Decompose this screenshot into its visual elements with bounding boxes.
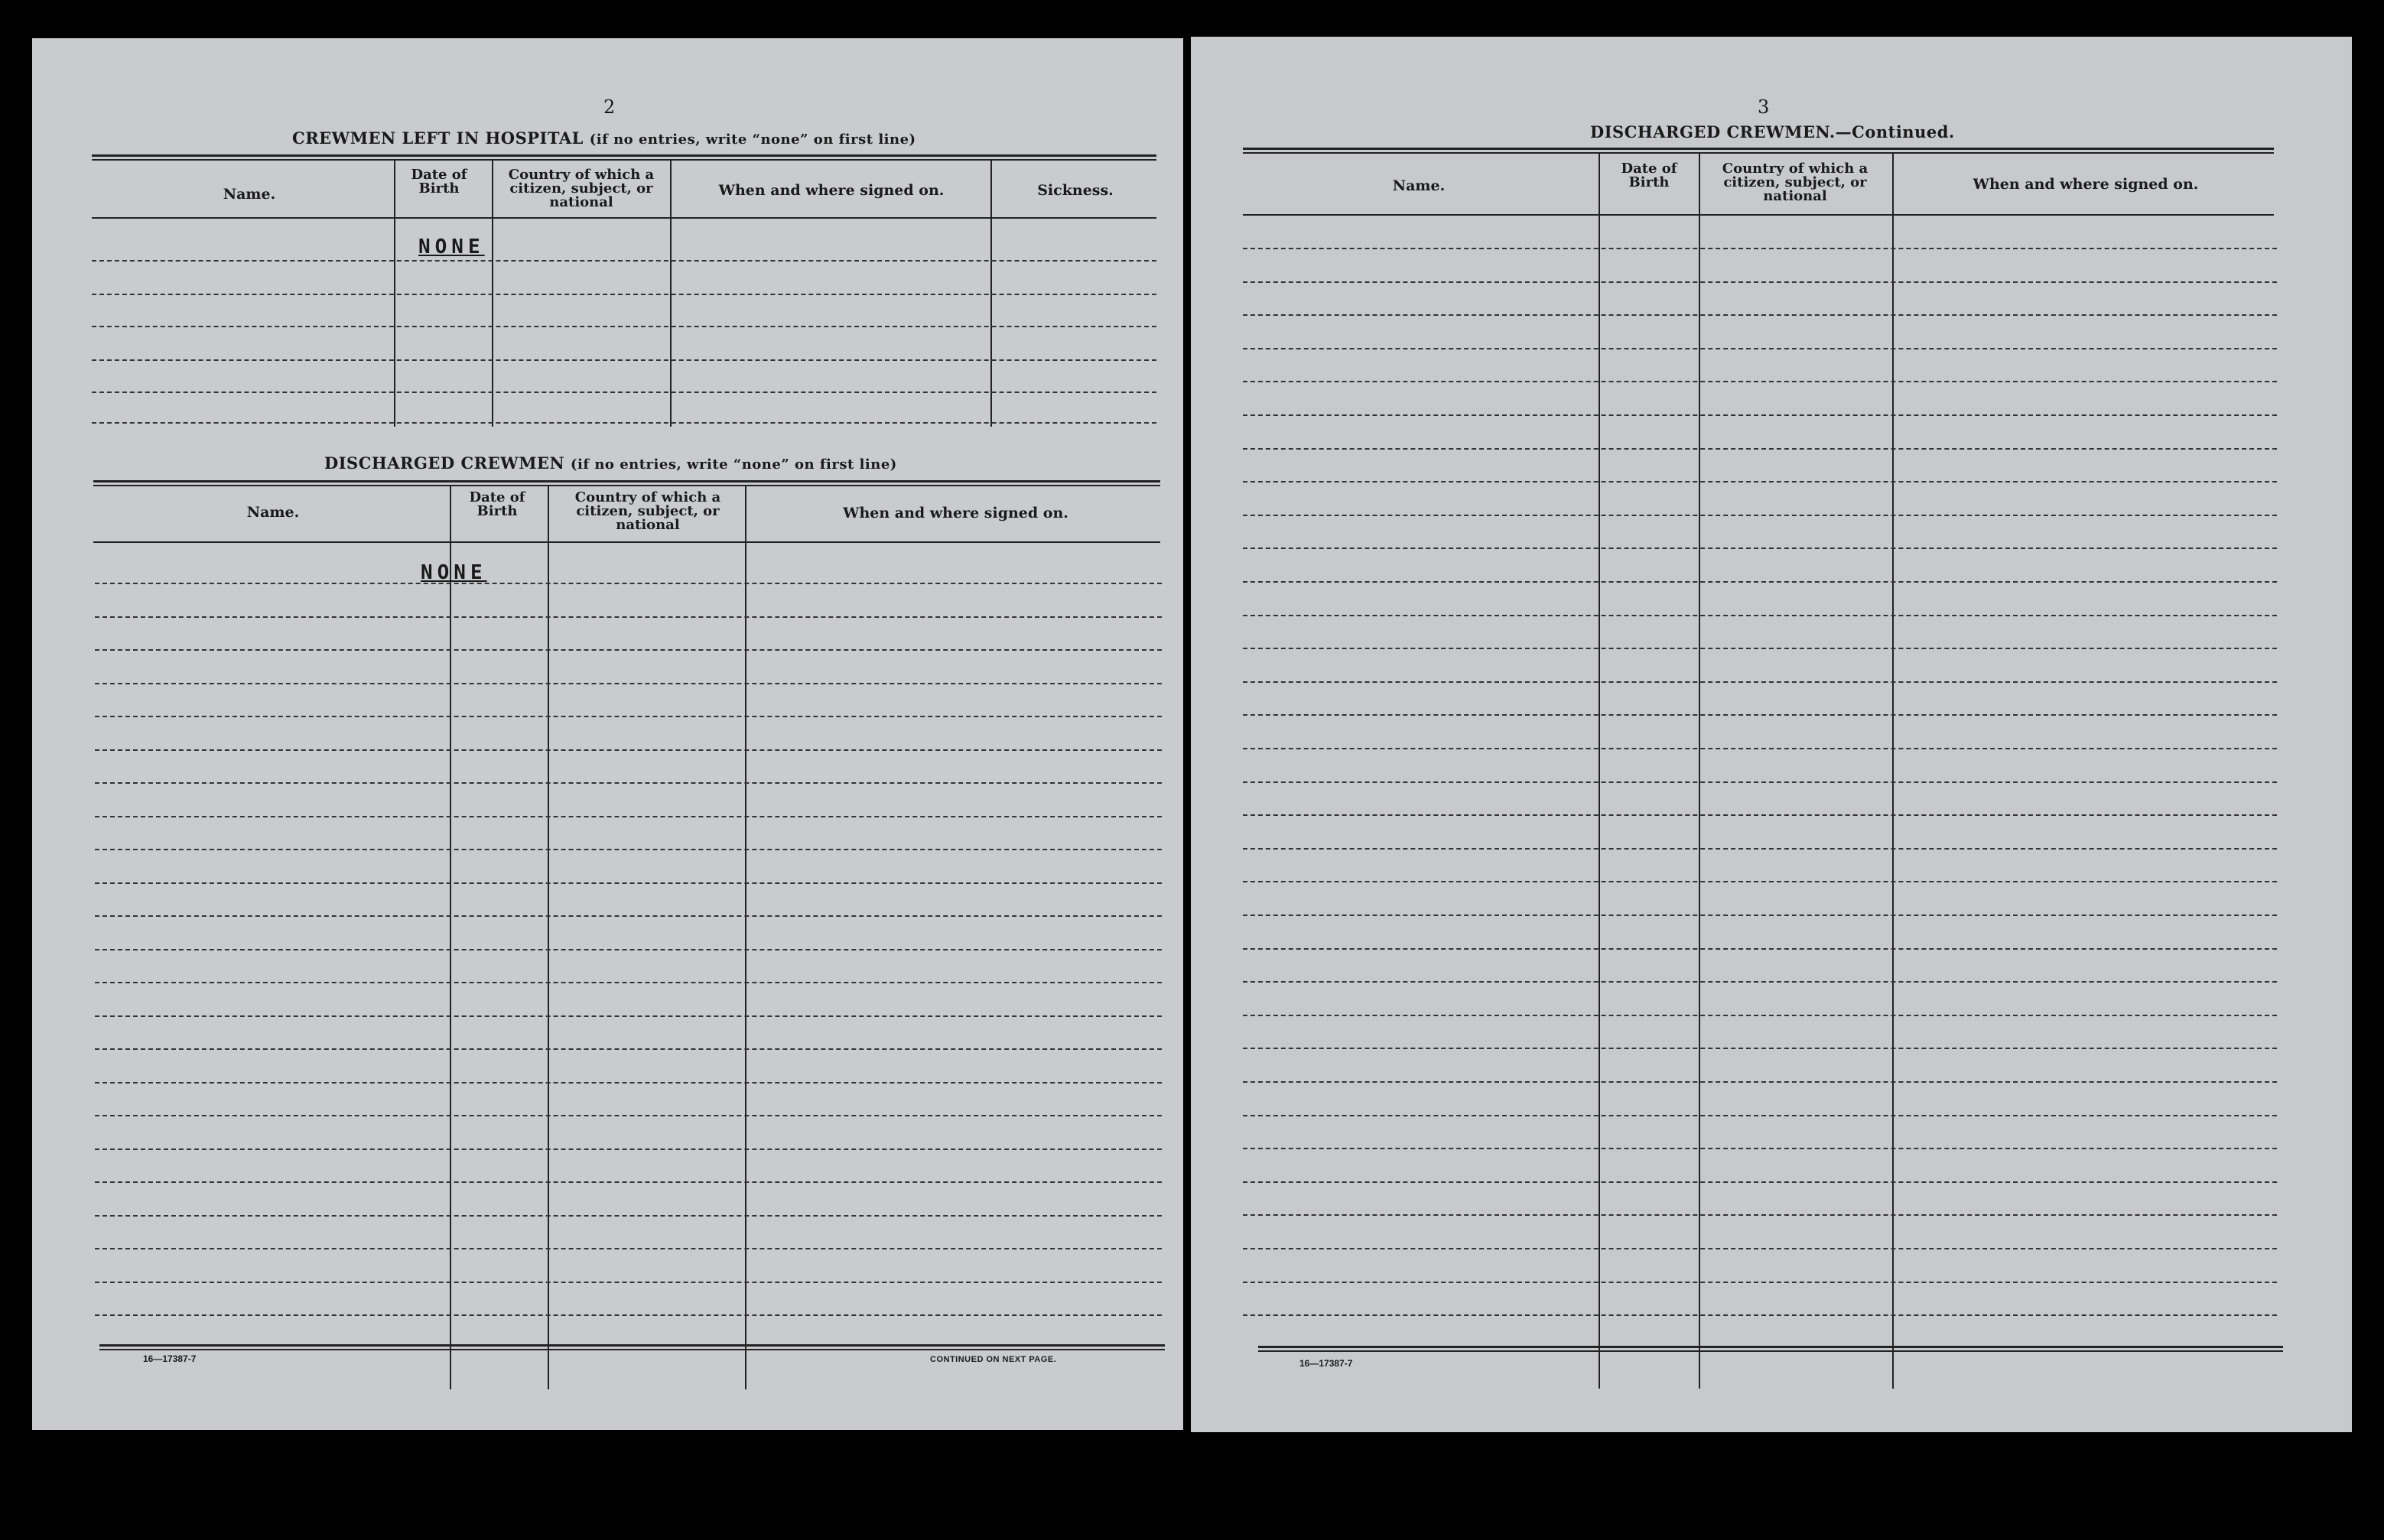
entry-line	[1243, 915, 2277, 916]
entry-line	[1243, 1148, 2277, 1149]
entry-line	[1243, 781, 2277, 783]
entry-line	[1243, 381, 2277, 382]
entry-line	[1243, 648, 2277, 649]
left-page	[32, 38, 1183, 1430]
discharged-instruction: (if no entries, write “none” on first line)	[570, 456, 897, 473]
entry-line	[1243, 981, 2277, 983]
entry-line	[95, 1314, 1162, 1316]
entry-line	[95, 949, 1162, 950]
entry-line	[92, 359, 1156, 361]
entry-line	[95, 1115, 1162, 1116]
entry-line	[92, 326, 1156, 327]
col-signed-on: When and where signed on.	[1973, 176, 2199, 193]
form-number: 16—17387-7	[1299, 1358, 1353, 1369]
col-name: Name.	[223, 186, 276, 203]
entry-line	[1243, 448, 2277, 450]
entry-line	[1243, 1181, 2277, 1183]
entry-line	[92, 391, 1156, 393]
col-country: Country of which a citizen, subject, or national	[508, 167, 655, 210]
entry-line	[95, 849, 1162, 850]
col-divider	[1599, 153, 1600, 1389]
continued-note: CONTINUED ON NEXT PAGE.	[930, 1355, 1057, 1364]
entry-line	[1243, 615, 2277, 616]
col-divider	[548, 486, 549, 1389]
top-rule	[1243, 148, 2274, 154]
none-entry-stamp: NONE	[421, 561, 487, 584]
header-rule	[1243, 214, 2274, 216]
entry-line	[95, 1015, 1162, 1017]
header-rule	[93, 541, 1160, 543]
top-rule	[93, 480, 1160, 486]
hospital-title-text: CREWMEN LEFT IN HOSPITAL	[292, 128, 584, 148]
entry-line	[95, 882, 1162, 884]
entry-line	[95, 1282, 1162, 1283]
entry-line	[95, 1082, 1162, 1084]
entry-line	[1243, 1015, 2277, 1016]
entry-line	[1243, 1115, 2277, 1116]
col-divider	[745, 486, 746, 1389]
discharged-section-title	[324, 453, 897, 473]
right-page	[1191, 37, 2352, 1432]
entry-line	[1243, 1248, 2277, 1249]
entry-line	[95, 1048, 1162, 1050]
entry-line	[95, 1215, 1162, 1217]
entry-line	[1243, 848, 2277, 850]
entry-line	[95, 982, 1162, 983]
col-name: Name.	[1392, 177, 1446, 194]
header-rule	[92, 217, 1156, 219]
entry-line	[1243, 515, 2277, 516]
entry-line	[1243, 1214, 2277, 1216]
none-entry-stamp: NONE	[418, 236, 485, 258]
entry-line	[1243, 481, 2277, 482]
entry-line	[95, 915, 1162, 917]
col-divider	[1892, 153, 1894, 1389]
form-number: 16—17387-7	[143, 1353, 197, 1364]
col-name: Name.	[246, 504, 300, 521]
col-divider	[450, 486, 451, 1389]
col-signed-on: When and where signed on.	[843, 505, 1068, 521]
entry-line	[1243, 281, 2277, 283]
entry-line	[95, 749, 1162, 751]
top-rule	[92, 154, 1156, 161]
entry-line	[1243, 314, 2277, 316]
entry-line	[95, 1248, 1162, 1249]
entry-line	[1243, 881, 2277, 882]
hospital-instruction: (if no entries, write “none” on first line)	[589, 132, 916, 148]
entry-line	[1243, 714, 2277, 716]
entry-line	[95, 683, 1162, 684]
entry-line	[95, 816, 1162, 817]
col-dob: Date of Birth	[1621, 161, 1677, 190]
entry-line	[1243, 248, 2277, 249]
entry-line	[1243, 948, 2277, 950]
bottom-rule	[99, 1344, 1165, 1350]
col-sickness: Sickness.	[1037, 182, 1114, 199]
entry-line	[95, 583, 1162, 584]
entry-line	[1243, 681, 2277, 683]
entry-line	[1243, 547, 2277, 549]
entry-line	[1243, 814, 2277, 816]
entry-line	[92, 294, 1156, 295]
entry-line	[95, 616, 1162, 618]
col-country: Country of which a citizen, subject, or national	[574, 489, 721, 533]
page-number: 2	[603, 96, 616, 118]
entry-line	[95, 716, 1162, 717]
entry-line	[95, 782, 1162, 784]
bottom-rule	[1258, 1346, 2283, 1352]
entry-line	[1243, 1048, 2277, 1049]
entry-line	[92, 422, 1156, 424]
discharged-title-text: DISCHARGED CREWMEN	[324, 453, 565, 473]
entry-line	[95, 1149, 1162, 1150]
discharged-continued-title: DISCHARGED CREWMEN.—Continued.	[1590, 122, 1955, 141]
entry-line	[1243, 1081, 2277, 1083]
col-dob: Date of Birth	[469, 489, 525, 519]
entry-line	[95, 649, 1162, 651]
entry-line	[1243, 1314, 2277, 1316]
entry-line	[1243, 748, 2277, 749]
entry-line	[92, 260, 1156, 262]
col-dob: Date of Birth	[411, 167, 467, 197]
col-signed-on: When and where signed on.	[718, 182, 945, 199]
col-country: Country of which a citizen, subject, or national	[1722, 161, 1868, 204]
page-number: 3	[1758, 96, 1770, 118]
col-divider	[1699, 153, 1700, 1389]
hospital-section-title	[292, 128, 916, 148]
entry-line	[1243, 348, 2277, 349]
entry-line	[95, 1181, 1162, 1183]
entry-line	[1243, 581, 2277, 583]
entry-line	[1243, 414, 2277, 416]
entry-line	[1243, 1282, 2277, 1283]
